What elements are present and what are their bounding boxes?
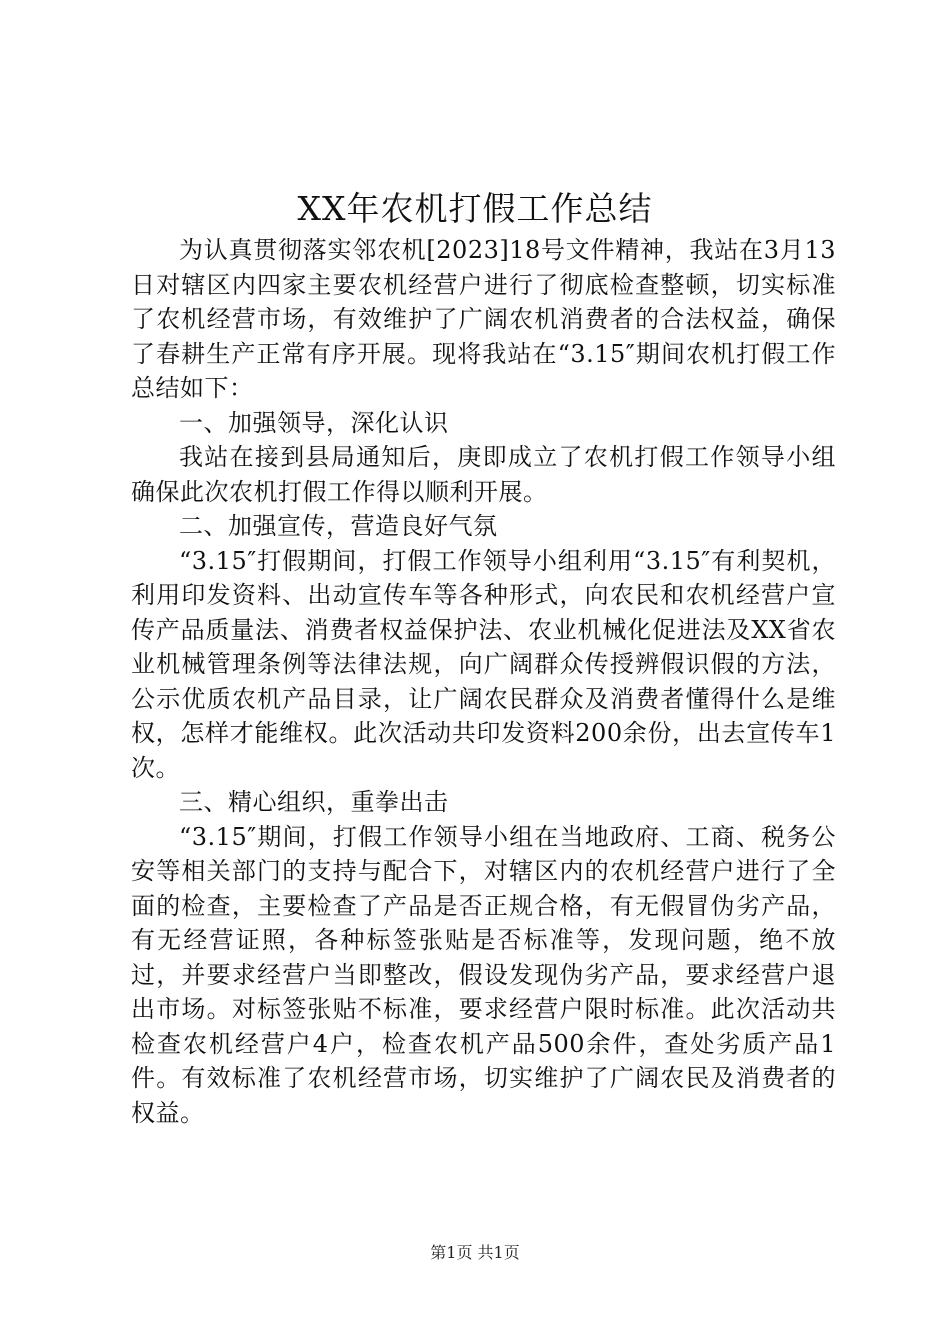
section-3-paragraph: “3.15″期间，打假工作领导小组在当地政府、工商、税务公安等相关部门的支持与配合下，对辖区内的农机经营户进行了全面的检查，主要检查了产品是否正规合格，有无假冒伪劣产品，有无经营证照，各种标签张贴是否标准等，发现问题，绝不放过，并要求经营户当即整改，假设发现伪劣产品，要求经营户退出市场。对标签张贴不标准，要求经营户限时标准。此次活动共检查农机经营户4户，检查农机产品500余件，查处劣质产品1件。有效标准了农机经营市场，切实维护了广阔农民及消费者的权益。: [131, 822, 836, 1127]
page-footer: 第1页 共1页: [430, 1243, 520, 1262]
document-title: XX年农机打假工作总结: [297, 189, 653, 228]
section-2-paragraph: “3.15″打假期间，打假工作领导小组利用“3.15″有利契机，利用印发资料、出动宣传车等各种形式，向农民和农机经营户宣传产品质量法、消费者权益保护法、农业机械化促进法及XX省农业机械管理条例等法律法规，向广阔群众传授辨假识假的方法，公示优质农机产品目录，让广阔农民群众及消费者懂得什么是维权，怎样才能维权。此次活动共印发资料200余份，出去宣传车1次。: [131, 546, 836, 782]
intro-paragraph: 为认真贯彻落实邻农机[2023]18号文件精神，我站在3月13日对辖区内四家主要农机经营户进行了彻底检查整顿，切实标准了农机经营市场，有效维护了广阔农机消费者的合法权益，确保了春耕生产正常有序开展。现将我站在“3.15″期间农机打假工作总结如下：: [131, 236, 836, 402]
section-heading-1: 一、加强领导，深化认识: [179, 408, 449, 437]
section-1-paragraph: 我站在接到县局通知后，庚即成立了农机打假工作领导小组确保此次农机打假工作得以顺利开展。: [131, 443, 836, 506]
document-body: [131, 233, 836, 1130]
section-heading-3: 三、精心组织，重拳出击: [179, 788, 449, 816]
section-heading-2: 二、加强宣传，营造良好气氛: [179, 512, 498, 540]
